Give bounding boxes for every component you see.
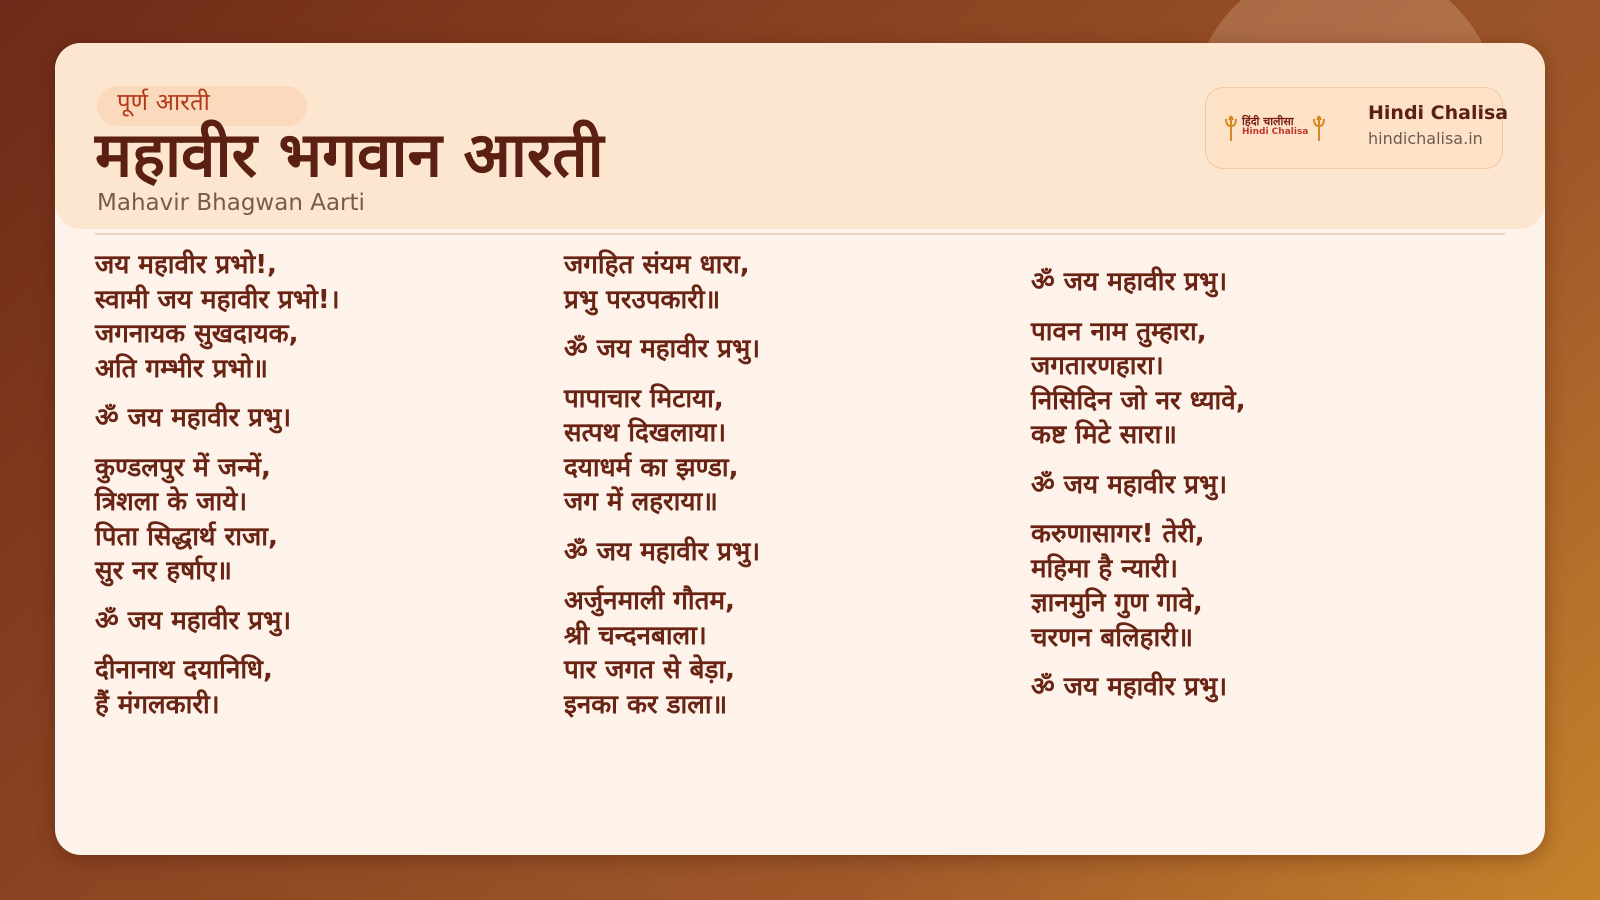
- refrain: [95, 604, 555, 639]
- verse-line: अति गम्भीर प्रभो॥: [95, 353, 268, 384]
- stanza: [95, 653, 555, 722]
- brand-url[interactable]: hindichalisa.in: [1368, 129, 1483, 148]
- verse-line: स्वामी जय महावीर प्रभो!।: [95, 284, 340, 315]
- verse-line: चरणन बलिहारी॥: [1031, 622, 1194, 653]
- verse-line: निसिदिन जो नर ध्यावे,: [1031, 385, 1246, 416]
- verse-line: ॐ जय महावीर प्रभु।: [564, 536, 761, 567]
- verse-line: इनका कर डाला॥: [564, 689, 728, 720]
- verse-line: पापाचार मिटाया,: [564, 383, 724, 414]
- refrain: [1031, 265, 1491, 300]
- verse-line: पिता सिद्धार्थ राजा,: [95, 521, 278, 552]
- page-title: महावीर भगवान आरती: [95, 118, 604, 191]
- brand-logo-english: Hindi Chalisa: [1242, 127, 1309, 137]
- verse-line: सत्पथ दिखलाया।: [564, 418, 727, 448]
- verse-column-2: [564, 248, 1024, 737]
- stanza: [1031, 517, 1491, 655]
- verse-line: ॐ जय महावीर प्रभु।: [1031, 469, 1228, 500]
- verse-line: ॐ जय महावीर प्रभु।: [564, 334, 761, 364]
- verse-line: जगतारणहारा।: [1031, 351, 1164, 381]
- verse-line: ॐ जय महावीर प्रभु।: [1031, 267, 1228, 297]
- verse-line: महिमा है न्यारी।: [1031, 553, 1178, 584]
- refrain: [564, 535, 1024, 570]
- verse-line: कष्ट मिटे सारा॥: [1031, 420, 1177, 450]
- brand-name: Hindi Chalisa: [1368, 102, 1509, 124]
- verse-line: जग में लहराया॥: [564, 487, 718, 517]
- refrain: [564, 332, 1024, 367]
- verse-line: त्रिशला के जाये।: [95, 487, 248, 517]
- verse-line: कुण्डलपुर में जन्में,: [95, 452, 271, 483]
- aarti-card: [55, 43, 1545, 855]
- verse-line: करुणासागर! तेरी,: [1031, 519, 1205, 549]
- verse-line: हैं मंगलकारी।: [95, 689, 220, 720]
- refrain: [95, 401, 555, 436]
- trident-icon: [1224, 114, 1238, 142]
- trident-icon: [1312, 114, 1326, 142]
- verse-line: ॐ जय महावीर प्रभु।: [95, 403, 292, 433]
- stanza: [1031, 315, 1491, 453]
- verse-line: पार जगत से बेड़ा,: [564, 655, 735, 685]
- page-subtitle: Mahavir Bhagwan Aarti: [97, 190, 365, 216]
- verse-line: जगहित संयम धारा,: [564, 250, 750, 280]
- verse-line: पावन नाम तुम्हारा,: [1031, 316, 1207, 347]
- refrain: [1031, 468, 1491, 503]
- verse-line: अर्जुनमाली गौतम,: [564, 586, 735, 616]
- stanza: [564, 248, 1024, 317]
- header-divider: [95, 233, 1505, 235]
- category-label: पूर्ण आरती: [117, 88, 210, 116]
- stanza: [564, 382, 1024, 520]
- verse-column-3: [1031, 265, 1491, 720]
- stanza: [564, 584, 1024, 722]
- brand-logo-hindi: हिंदी चालीसा: [1242, 115, 1294, 128]
- stanza: [95, 451, 555, 589]
- verse-line: श्री चन्दनबाला।: [564, 620, 707, 651]
- brand-logo: [1220, 112, 1330, 146]
- verse-line: जय महावीर प्रभो!,: [95, 250, 277, 280]
- brand-badge[interactable]: [1205, 87, 1509, 169]
- verse-line: सुर नर हर्षाए॥: [95, 556, 232, 586]
- verse-line: ज्ञानमुनि गुण गावे,: [1031, 588, 1203, 618]
- verse-line: दयाधर्म का झण्डा,: [564, 452, 739, 483]
- verse-line: दीनानाथ दयानिधि,: [95, 655, 273, 685]
- verse-line: जगनायक सुखदायक,: [95, 319, 299, 349]
- stanza: [95, 248, 555, 386]
- verse-line: ॐ जय महावीर प्रभु।: [1031, 672, 1228, 702]
- verse-line: ॐ जय महावीर प्रभु।: [95, 605, 292, 636]
- verse-line: प्रभु परउपकारी॥: [564, 284, 721, 315]
- refrain: [1031, 670, 1491, 705]
- card-header: [55, 43, 1545, 229]
- verse-column-1: [95, 248, 555, 737]
